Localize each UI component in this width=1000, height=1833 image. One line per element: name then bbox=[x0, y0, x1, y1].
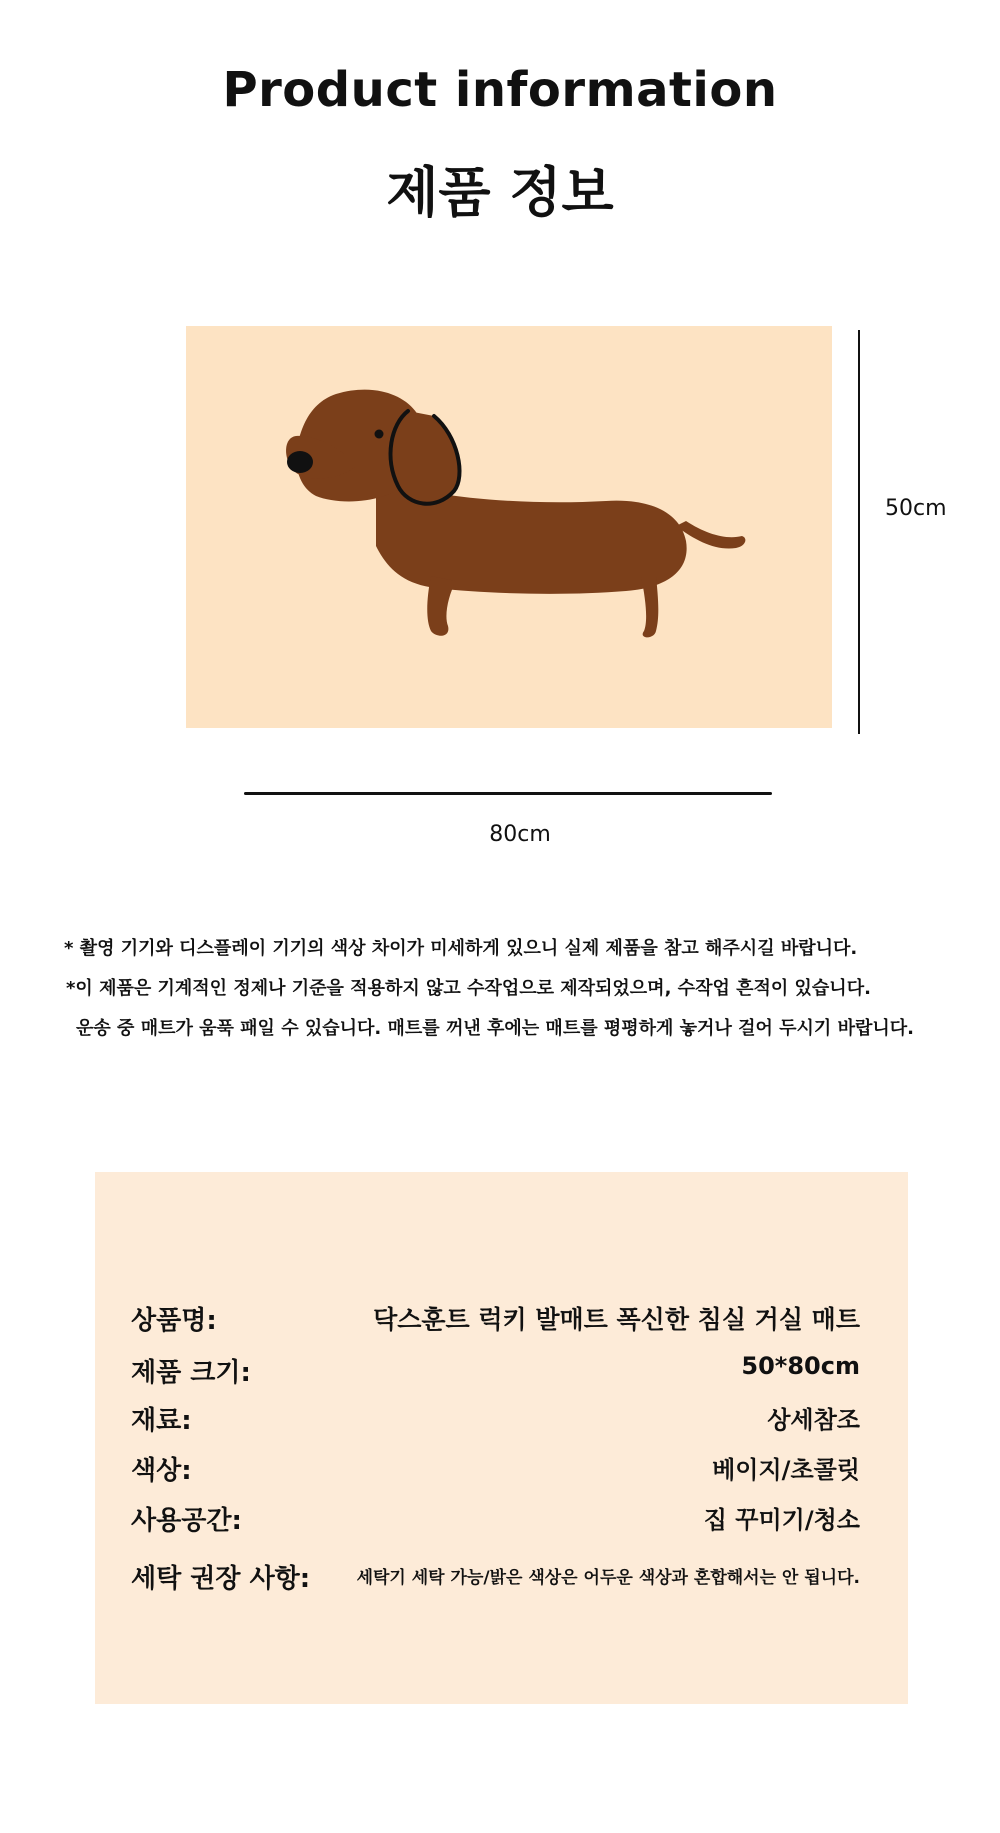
spec-value: 상세참조 bbox=[767, 1406, 860, 1434]
spec-label: 재료: bbox=[131, 1406, 192, 1436]
note-shipping: 운송 중 매트가 움푹 패일 수 있습니다. 매트를 꺼낸 후에는 매트를 평평하게 놓거나 걸어 두시기 바랍니다. bbox=[76, 1018, 914, 1039]
spec-row-size bbox=[95, 1352, 908, 1392]
spec-label: 제품 크기: bbox=[131, 1358, 251, 1388]
note-handmade: *이 제품은 기계적인 정제나 기준을 적용하지 않고 수작업으로 제작되었으며, 수작업 흔적이 있습니다. bbox=[66, 978, 871, 999]
spec-label: 세탁 권장 사항: bbox=[131, 1564, 311, 1594]
spec-value: 닥스훈트 럭키 발매트 폭신한 침실 거실 매트 bbox=[373, 1305, 860, 1334]
spec-label: 색상: bbox=[131, 1456, 192, 1486]
product-mat-image bbox=[186, 326, 832, 728]
width-dimension-line bbox=[244, 792, 772, 795]
spec-row-washing bbox=[95, 1558, 908, 1598]
width-dimension-label: 80cm bbox=[489, 822, 551, 847]
spec-label: 상품명: bbox=[131, 1306, 217, 1336]
dachshund-illustration bbox=[186, 326, 832, 728]
spec-value: 50*80cm bbox=[741, 1352, 860, 1380]
spec-row-usage-space bbox=[95, 1500, 908, 1540]
title-english: Product information bbox=[222, 62, 778, 118]
height-dimension-line bbox=[858, 330, 860, 734]
spec-value: 세탁기 세탁 가능/밝은 색상은 어두운 색상과 혼합해서는 안 됩니다. bbox=[356, 1568, 860, 1588]
spec-panel bbox=[95, 1172, 908, 1704]
note-color-difference: * 촬영 기기와 디스플레이 기기의 색상 차이가 미세하게 있으니 실제 제품을 참고 해주시길 바랍니다. bbox=[64, 938, 858, 959]
spec-row-material bbox=[95, 1400, 908, 1440]
spec-value: 집 꾸미기/청소 bbox=[703, 1506, 860, 1534]
height-dimension-label: 50cm bbox=[885, 496, 947, 521]
title-korean: 제품 정보 bbox=[386, 161, 614, 224]
spec-row-color bbox=[95, 1450, 908, 1490]
spec-value: 베이지/초콜릿 bbox=[712, 1456, 860, 1484]
spec-label: 사용공간: bbox=[131, 1506, 242, 1536]
spec-row-product-name bbox=[95, 1300, 908, 1340]
